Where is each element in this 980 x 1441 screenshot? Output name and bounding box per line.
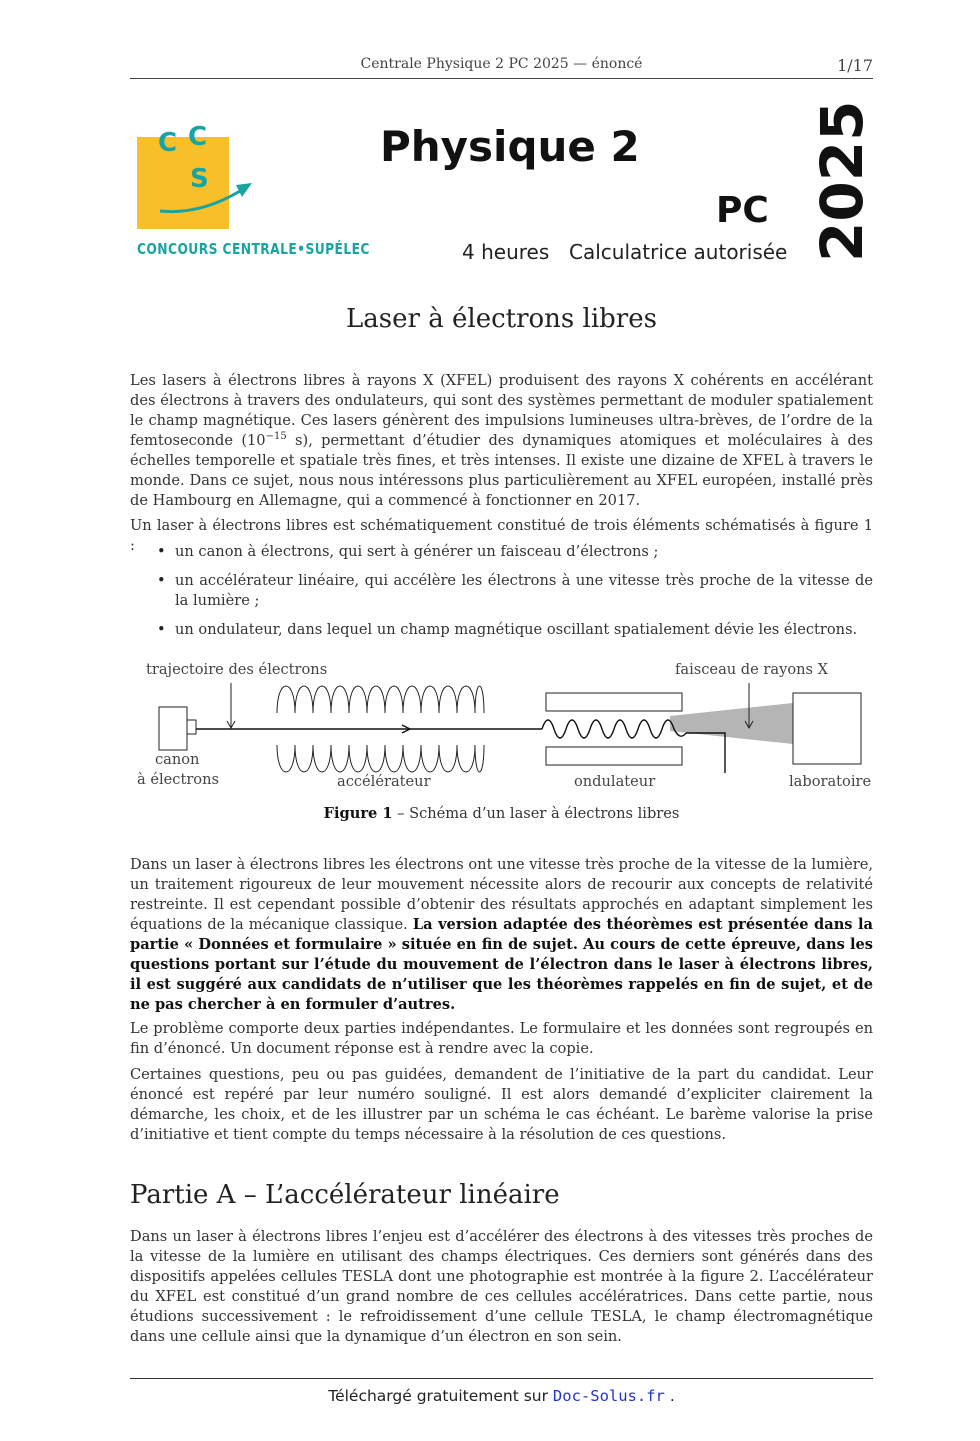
list-item: • un ondulateur, dans lequel un champ magnétique oscillant spatialement dévie les électrons. — [150, 620, 873, 640]
footer-rule — [130, 1378, 873, 1379]
logo-mark — [130, 115, 265, 225]
body-p1-emphasis: La version adaptée des théorèmes est présentée dans la partie « Données et formulaire » située en fin de sujet. Au cours de cette épreuve, dans les questions portant sur l’étude du mouvement de l’électron dans le laser à électrons libres, il est suggéré aux candidats de n’utiliser que les théorèmes rappelés en fin de sujet, et de ne pas chercher à en formuler d’autres. — [130, 916, 874, 1013]
label-xray: faisceau de rayons X — [675, 661, 829, 678]
footer-end: . — [664, 1387, 675, 1405]
year: 2025 — [808, 100, 876, 262]
footer — [130, 1387, 873, 1405]
label-accelerator: accélérateur — [337, 773, 431, 790]
intro-p1-exponent: −15 — [265, 431, 287, 443]
footer-link[interactable]: Doc-Solus.fr — [552, 1387, 665, 1405]
filiere: PC — [716, 190, 769, 231]
electron-deflection — [686, 733, 725, 773]
intro-paragraph-2: Un laser à électrons libres est schématiquement constitué de trois éléments schématisés à figure 1 : — [130, 517, 873, 554]
undulator-trajectory — [542, 720, 686, 738]
label-trajectory: trajectoire des électrons — [146, 661, 328, 678]
subject-title: Physique 2 — [380, 122, 640, 171]
body-paragraph-2: Le problème comporte deux parties indépendantes. Le formulaire et les données sont regroupés en fin d’énoncé. Un document réponse est à rendre avec la copie. — [130, 1020, 873, 1057]
electron-gun — [159, 707, 187, 750]
label-gun-line-1: canon — [155, 751, 200, 768]
duration: 4 heures — [462, 240, 550, 264]
list-item: • un accélérateur linéaire, qui accélère les électrons à une vitesse très proche de la vitesse de la lumière ; — [150, 571, 873, 611]
laboratory-box — [793, 693, 861, 764]
running-title: Centrale Physique 2 PC 2025 — énoncé — [360, 56, 643, 72]
accelerator-top — [277, 686, 484, 713]
accelerator-bottom — [277, 745, 484, 772]
component-list — [150, 542, 873, 649]
undulator-magnet-top — [546, 693, 682, 711]
body-paragraph-3: Certaines questions, peu ou pas guidées, demandent de l’initiative de la part du candidat. Leur énoncé est repéré par leur numéro souligné. Il est alors demandé d’expliciter clairement la démarche, les choix, et de les illustrer par un schéma le cas échéant. Le barème valorise la prise d’initiative et tient compte du temps nécessaire à la résolution de ces questions. — [130, 1066, 873, 1143]
logo-letter-3: S — [190, 164, 209, 194]
undulator-magnet-bottom — [546, 747, 682, 765]
figure-caption — [130, 805, 873, 822]
body-p1-text: Dans un laser à électrons libres les électrons ont une vitesse très proche de la vitesse de la lumière, un traitement rigoureux de leur mouvement nécessite alors de recourir aux concepts de relativité restreinte. Il est cependant possible d’obtenir des résultats approchés en adaptant simplement les équations de la mécanique classique. — [130, 856, 873, 933]
body-paragraph-1 — [130, 855, 873, 1015]
logo-letter-2: C — [188, 122, 208, 152]
part-a-paragraph: Dans un laser à électrons libres l’enjeu est d’accélérer des électrons à des vitesses très proches de la vitesse de la lumière en utilisant des champs électriques. Ces derniers sont générés dans des dispositifs appelées cellules TESLA dont une photographie est montrée à la figure 2. L’accélérateur du XFEL est constitué d’un grand nombre de ces cellules accélératrices. Dans cette partie, nous étudions successivement : le refroidissement d’une cellule TESLA, le champ électromagnétique dans une cellule ainsi que la dynamique d’un électron en son sein. — [130, 1228, 873, 1345]
logo-letter-1: C — [158, 128, 178, 158]
intro-p1-end: s), permettant d’étudier des dynamiques atomiques et moléculaires à des échelles temporelle et spatiale très fines, et très intenses. Il existe une dizaine de XFEL à travers le monde. Dans ce sujet, nous nous intéressons plus particulièrement au XFEL européen, installé près de Hambourg en Allemagne, qui a commencé à fonctionner en 2017. — [130, 432, 873, 509]
caption-text: – Schéma d’un laser à électrons libres — [392, 805, 680, 822]
intro-paragraph-1 — [130, 371, 873, 511]
running-header — [130, 56, 873, 79]
gun-nozzle — [187, 720, 196, 734]
label-gun-line-2: à électrons — [137, 771, 219, 788]
page-title: Laser à électrons libres — [346, 304, 657, 334]
caption-number: Figure 1 — [323, 805, 393, 822]
logo-text: CONCOURS CENTRALE•SUPÉLEC — [137, 240, 370, 258]
section-heading: Partie A – L’accélérateur linéaire — [130, 1180, 560, 1210]
xray-beam — [670, 703, 793, 744]
label-laboratory: laboratoire — [789, 773, 872, 790]
list-item: • un canon à électrons, qui sert à générer un faisceau d’électrons ; — [150, 542, 873, 562]
page-number: 1/17 — [837, 56, 873, 75]
label-undulator: ondulateur — [574, 773, 656, 790]
footer-text: Téléchargé gratuitement sur — [328, 1387, 553, 1405]
intro-p1-text: Les lasers à électrons libres à rayons X (XFEL) produisent des rayons X cohérents en accélérant des électrons à travers des ondulateurs, qui sont des systèmes permettant de moduler spatialement le champ magnétique. Ces lasers génèrent des impulsions lumineuses ultra-brèves, de l’ordre de la femtoseconde (10 — [130, 372, 873, 449]
logo-swoosh — [160, 191, 240, 212]
arrow-icon — [236, 183, 252, 197]
calculator-note: Calculatrice autorisée — [569, 240, 788, 264]
